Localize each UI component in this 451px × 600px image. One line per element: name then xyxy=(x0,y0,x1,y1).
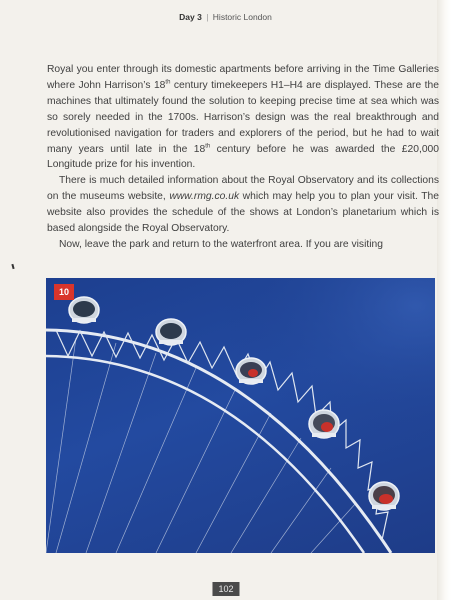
margin-mark xyxy=(11,264,14,269)
p1-text-b: century timekeepers H1–H4 are displayed. These are the machines that ultimately found the solution to keeping precise time at sea which was so sorely needed in the 1700s. Harrison’s design was the real breakthrough and revolutionised navigation for traders and explorers of the period, but he had to wait many years until late in the 18 xyxy=(47,79,439,155)
header-section: Historic London xyxy=(212,12,272,22)
header-day: Day 3 xyxy=(179,12,202,22)
paragraph-2 xyxy=(47,173,439,237)
paragraph-1 xyxy=(47,62,439,173)
p2-text-a: There is much detailed information about the Royal Observatory and its collections on the museums website, xyxy=(47,175,439,203)
paragraph-3: Now, leave the park and return to the waterfront area. If you are visiting xyxy=(59,238,383,250)
p2-text-b: which may help you to plan your visit. The website also provides the schedule of the shows at London’s planetarium which is based alongside the Royal Observatory. xyxy=(47,191,439,235)
london-eye-photo xyxy=(46,278,435,553)
page-edge xyxy=(437,0,451,600)
body-text xyxy=(47,62,439,253)
p1-superscript-1: th xyxy=(165,79,171,86)
running-header xyxy=(0,12,451,22)
page-number: 102 xyxy=(212,582,239,596)
p1-superscript-2: th xyxy=(205,143,211,150)
website-url: www.rmg.co.uk xyxy=(169,191,240,203)
header-separator: | xyxy=(206,12,209,22)
photo-number-badge: 10 xyxy=(54,284,74,300)
london-eye-illustration xyxy=(46,278,435,553)
p1-text-a: Royal you enter through its domestic apartments before arriving in the Time Galleries where John Harrison’s 18 xyxy=(47,64,439,91)
p1-text-c: century before he was awarded the £20,000 Longitude prize for his invention. xyxy=(47,143,439,171)
